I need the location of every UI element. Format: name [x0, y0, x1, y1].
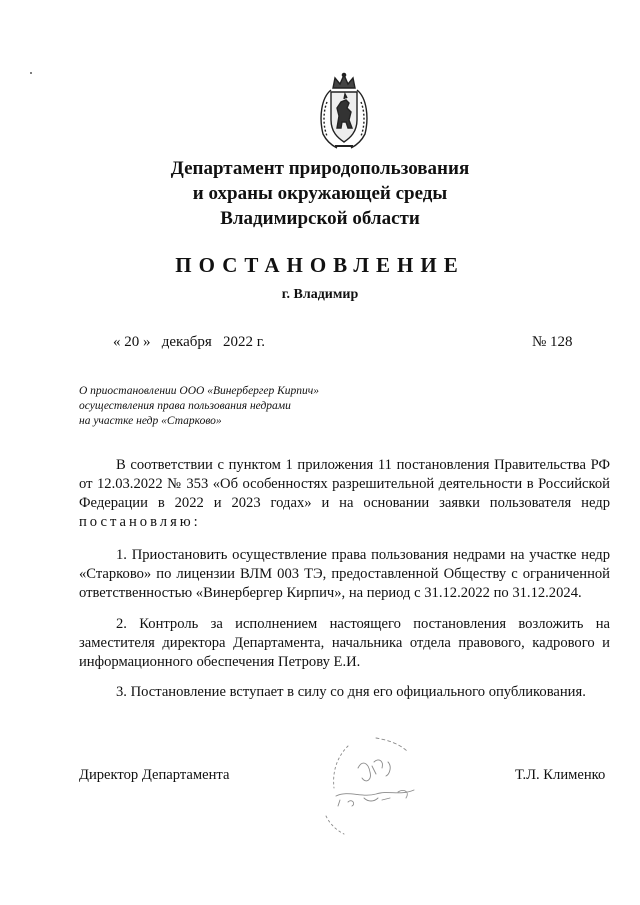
item-1: 1. Приостановить осуществление права пользования недрами на участке недр «Старково» по лицензии ВЛМ 003 ТЭ, предоставленной Обществу с ограниченной ответственностью «Винербергер Кирпич», на период с 31.12.2022 по 31.12.2024.	[79, 547, 610, 601]
item-2: 2. Контроль за исполнением настоящего постановления возложить на заместителя директора Департамента, начальника отдела правового, кадрового и информационного обеспечения Петрову Е.И.	[79, 616, 610, 670]
department-line: Владимирской области	[220, 208, 420, 229]
subject-line: на участке недр «Старково»	[79, 415, 222, 427]
handwritten-signature-icon	[318, 732, 430, 842]
preamble-text: В соответствии с пунктом 1 приложения 11 постановления Правительства РФ от 12.03.2022 № 353 «Об особенностях разрешительной деятельности в Российской Федерации в 2022 и 2023 годах» и на основании заявки пользователя недр	[79, 457, 610, 511]
document-date: « 20 » декабря 2022 г.	[113, 334, 265, 350]
document-body	[79, 456, 610, 702]
decree-word: постановляю:	[79, 514, 201, 530]
document-type: ПОСТАНОВЛЕНИЕ	[175, 253, 465, 277]
item-3: 3. Постановление вступает в силу со дня его официального опубликования.	[116, 684, 586, 700]
signer-name: Т.Л. Клименко	[515, 767, 606, 783]
scan-dot	[30, 72, 32, 74]
department-name	[0, 156, 640, 231]
department-line: и охраны окружающей среды	[192, 183, 448, 204]
city: г. Владимир	[281, 287, 359, 302]
document-subject	[79, 384, 319, 429]
subject-line: осуществления права пользования недрами	[79, 400, 291, 412]
department-line: Департамент природопользования	[170, 158, 470, 179]
preamble-paragraph	[79, 456, 610, 532]
subject-line: О приостановлении ООО «Винербергер Кирпич»	[79, 385, 320, 397]
signer-title: Директор Департамента	[79, 767, 230, 783]
vladimir-oblast-coat-of-arms-icon	[313, 72, 375, 152]
document-number: № 128	[532, 334, 573, 350]
